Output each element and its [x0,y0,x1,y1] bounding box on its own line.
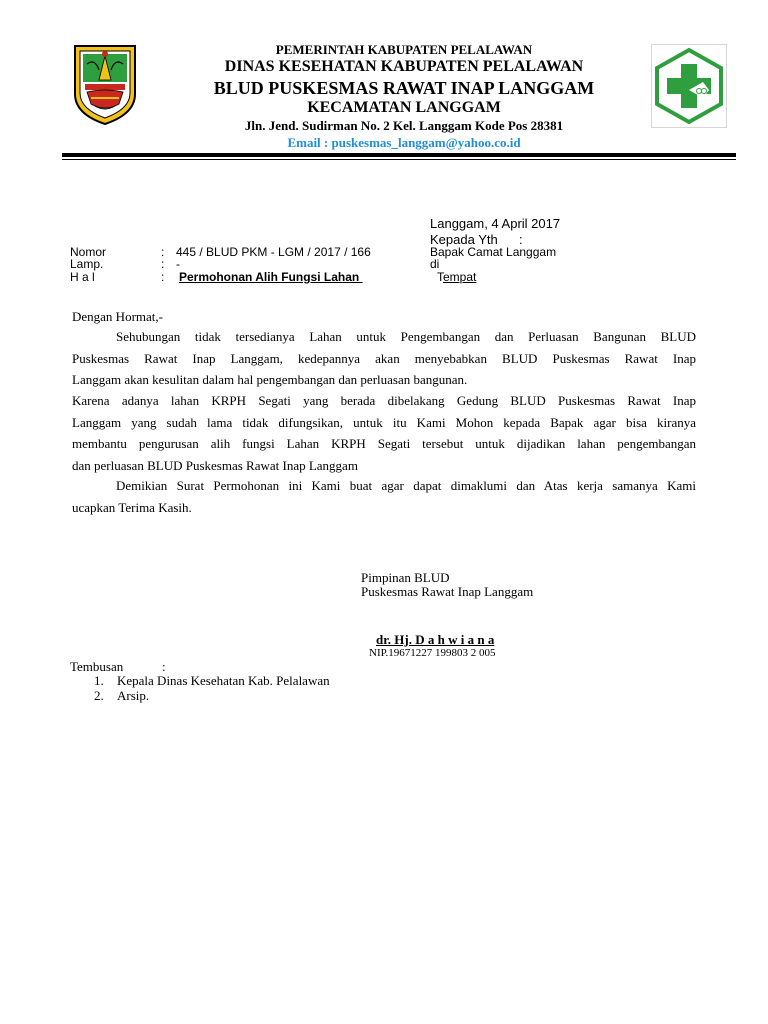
meta-nomor-colon: : [161,245,165,259]
cc-item-text: Kepala Dinas Kesehatan Kab. Pelalawan [117,673,330,688]
meta-nomor-value: 445 / BLUD PKM - LGM / 2017 / 166 [176,245,371,259]
paragraph-1 [72,326,696,391]
letterhead-line-4: KECAMATAN LANGGAM [307,99,501,116]
paragraph-1-line: Langgam akan kesulitan dalam hal pengembangan dan perluasan bangunan. [72,372,468,387]
cc-item-text: Arsip. [117,688,150,703]
signature-title-1: Pimpinan BLUD [361,570,450,585]
recipient-colon: : [519,232,523,247]
recipient-place: Tempat [437,270,477,284]
paragraph-1-line: Puskesmas Rawat Inap Langgam, kedepannya akan menyebabkan BLUD Puskesmas Rawat Inap [72,350,696,366]
meta-lamp-value: - [176,257,180,271]
meta-lamp-colon: : [161,257,165,271]
recipient-di: di [430,257,440,271]
cc-item-number: 1. [94,673,104,688]
paragraph-2-line: membantu pengurusan alih fungsi Lahan KRPH Segati tersebut untuk dijadikan lahan pengembangan [72,436,696,451]
signature-nip: NIP.19671227 199803 2 005 [369,647,496,659]
cc-colon: : [162,659,166,674]
cc-label: Tembusan [70,659,124,674]
meta-lamp-label: Lamp. [70,257,104,271]
paragraph-3-line: Demikian Surat Permohonan ini Kami buat agar dapat dimaklumi dan Atas kerja samanya Kami [116,478,696,493]
paragraph-3-line: ucapkan Terima Kasih. [72,499,192,515]
paragraph-2-line: Langgam yang sudah lama tidak difungsikan, untuk itu Kami Mohon kepada Bapak agar bisa kiranya [72,414,696,430]
paragraph-2-line: Karena adanya lahan KRPH Segati yang berada dibelakang Gedung BLUD Puskesmas Rawat Inap [72,393,696,408]
paragraph-1-line: Sehubungan tidak tersedianya Lahan untuk Pengembangan dan Perluasan Bangunan BLUD [116,329,696,344]
paragraph-3 [72,475,696,518]
letterhead-address: Jln. Jend. Sudirman No. 2 Kel. Langgam Kode Pos 28381 [244,118,564,133]
meta-hal-value: Permohonan Alih Fungsi Lahan [179,270,363,284]
letter-date: Langgam, 4 April 2017 [430,216,561,231]
paragraph-2 [72,390,696,476]
paragraph-2-line: dan perluasan BLUD Puskesmas Rawat Inap Langgam [72,457,358,473]
signature-name: dr. Hj. D a h w i a n a [376,632,495,647]
letterhead-email: Email : puskesmas_langgam@yahoo.co.id [287,135,521,150]
letterhead-line-3: BLUD PUSKESMAS RAWAT INAP LANGGAM [213,78,595,98]
letterhead-line-1: PEMERINTAH KABUPATEN PELALAWAN [275,42,533,57]
recipient-label: Kepada Yth [430,232,498,247]
meta-hal-label: H a l [70,270,95,284]
letterhead-line-2: DINAS KESEHATAN KABUPATEN PELALAWAN [224,58,584,75]
signature-title-2: Puskesmas Rawat Inap Langgam [361,584,534,599]
meta-hal-colon: : [161,270,165,284]
letterhead-rule-thick [62,153,736,157]
meta-nomor-label: Nomor [70,245,107,259]
cc-item-number: 2. [94,688,104,703]
recipient-name: Bapak Camat Langgam [430,245,557,259]
letterhead-rule-thin [62,159,736,160]
salutation: Dengan Hormat,- [72,309,163,324]
